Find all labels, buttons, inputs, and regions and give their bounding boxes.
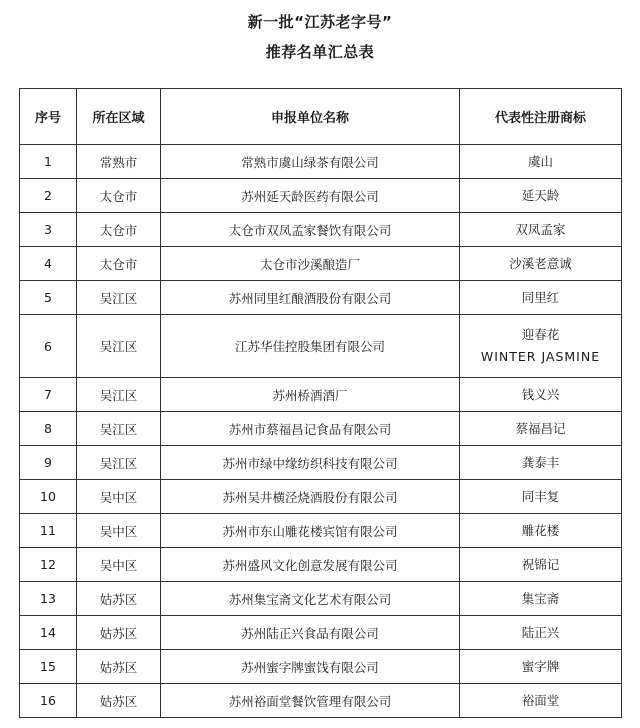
trademark-text: 蜜字牌	[521, 658, 560, 674]
company-name-cell: 苏州裕面堂餐饮管理有限公司	[161, 684, 460, 718]
header-company-name: 申报单位名称	[161, 89, 460, 145]
company-name-cell: 苏州集宝斋文化艺术有限公司	[161, 582, 460, 616]
table-row	[20, 145, 622, 179]
serial-number-cell: 7	[20, 378, 77, 412]
header-serial-number: 序号	[20, 89, 77, 145]
trademark-cell	[460, 514, 622, 548]
region-cell: 吴江区	[77, 446, 161, 480]
trademark-cell	[460, 213, 622, 247]
region-cell: 太仓市	[77, 213, 161, 247]
table-row	[20, 616, 622, 650]
serial-number-cell: 8	[20, 412, 77, 446]
table-row	[20, 412, 622, 446]
company-name-cell: 苏州延天龄医药有限公司	[161, 179, 460, 213]
company-name-cell: 苏州蜜字牌蜜饯有限公司	[161, 650, 460, 684]
company-name-cell: 江苏华佳控股集团有限公司	[161, 315, 460, 378]
trademark-text: 祝锦记	[521, 556, 560, 572]
serial-number-cell: 1	[20, 145, 77, 179]
trademark-cell	[460, 145, 622, 179]
serial-number-cell: 15	[20, 650, 77, 684]
company-name-cell: 太仓市双凤孟家餐饮有限公司	[161, 213, 460, 247]
trademark-text: 虞山	[527, 153, 553, 169]
table-row	[20, 446, 622, 480]
company-name-cell: 苏州吴井横泾烧酒股份有限公司	[161, 480, 460, 514]
region-cell: 姑苏区	[77, 650, 161, 684]
trademark-cell	[460, 179, 622, 213]
serial-number-cell: 3	[20, 213, 77, 247]
region-cell: 吴江区	[77, 315, 161, 378]
trademark-cell	[460, 281, 622, 315]
table-header-row	[20, 89, 622, 145]
serial-number-cell: 10	[20, 480, 77, 514]
trademark-text: WINTER JASMINE	[480, 349, 601, 364]
table-row	[20, 582, 622, 616]
trademark-text: 沙溪老意诚	[509, 255, 572, 271]
table-row	[20, 213, 622, 247]
region-cell: 姑苏区	[77, 684, 161, 718]
trademark-text: 延天龄	[521, 187, 560, 203]
table-row	[20, 684, 622, 718]
title-line-1: 新一批“江苏老字号”	[247, 13, 393, 31]
recommendation-table	[19, 88, 622, 718]
trademark-cell	[460, 315, 622, 378]
trademark-text: 龚泰丰	[521, 454, 560, 470]
region-cell: 姑苏区	[77, 582, 161, 616]
region-cell: 太仓市	[77, 247, 161, 281]
region-cell: 吴江区	[77, 378, 161, 412]
company-name-cell: 苏州桥酒酒厂	[161, 378, 460, 412]
table-row	[20, 548, 622, 582]
company-name-cell: 苏州市绿中缘纺织科技有限公司	[161, 446, 460, 480]
trademark-cell	[460, 650, 622, 684]
table-row	[20, 179, 622, 213]
trademark-text: 同里红	[521, 289, 560, 305]
region-cell: 姑苏区	[77, 616, 161, 650]
serial-number-cell: 5	[20, 281, 77, 315]
trademark-text: 裕面堂	[521, 692, 560, 708]
region-cell: 吴中区	[77, 514, 161, 548]
table-row	[20, 247, 622, 281]
trademark-cell	[460, 378, 622, 412]
company-name-cell: 太仓市沙溪酿造厂	[161, 247, 460, 281]
trademark-text: 同丰复	[521, 488, 560, 504]
serial-number-cell: 4	[20, 247, 77, 281]
region-cell: 吴江区	[77, 281, 161, 315]
trademark-cell	[460, 582, 622, 616]
table-body	[20, 145, 622, 718]
trademark-cell	[460, 684, 622, 718]
region-cell: 太仓市	[77, 179, 161, 213]
trademark-cell	[460, 412, 622, 446]
table-row	[20, 514, 622, 548]
serial-number-cell: 9	[20, 446, 77, 480]
trademark-text: 集宝斋	[521, 590, 560, 606]
table-row	[20, 650, 622, 684]
trademark-cell	[460, 480, 622, 514]
region-cell: 吴中区	[77, 480, 161, 514]
trademark-cell	[460, 446, 622, 480]
serial-number-cell: 13	[20, 582, 77, 616]
region-cell: 吴江区	[77, 412, 161, 446]
header-region: 所在区域	[77, 89, 161, 145]
company-name-cell: 苏州同里红酿酒股份有限公司	[161, 281, 460, 315]
table-row	[20, 378, 622, 412]
company-name-cell: 苏州陆正兴食品有限公司	[161, 616, 460, 650]
serial-number-cell: 12	[20, 548, 77, 582]
company-name-cell: 苏州盛风文化创意发展有限公司	[161, 548, 460, 582]
serial-number-cell: 2	[20, 179, 77, 213]
region-cell: 常熟市	[77, 145, 161, 179]
trademark-text: 迎春花	[521, 327, 560, 342]
trademark-cell	[460, 616, 622, 650]
serial-number-cell: 16	[20, 684, 77, 718]
company-name-cell: 常熟市虞山绿茶有限公司	[161, 145, 460, 179]
table-row	[20, 480, 622, 514]
company-name-cell: 苏州市东山雕花楼宾馆有限公司	[161, 514, 460, 548]
trademark-text: 雕花楼	[521, 522, 560, 538]
table-row	[20, 281, 622, 315]
header-trademark: 代表性注册商标	[460, 89, 622, 145]
trademark-text: 蔡福昌记	[515, 420, 566, 436]
company-name-cell: 苏州市蔡福昌记食品有限公司	[161, 412, 460, 446]
region-cell: 吴中区	[77, 548, 161, 582]
serial-number-cell: 6	[20, 315, 77, 378]
serial-number-cell: 11	[20, 514, 77, 548]
trademark-cell	[460, 548, 622, 582]
serial-number-cell: 14	[20, 616, 77, 650]
trademark-text: 钱义兴	[521, 386, 560, 402]
title-line-2: 推荐名单汇总表	[265, 43, 375, 61]
trademark-text: 双凤孟家	[515, 221, 566, 237]
trademark-text: 陆正兴	[521, 624, 560, 640]
trademark-cell	[460, 247, 622, 281]
table-row	[20, 315, 622, 378]
